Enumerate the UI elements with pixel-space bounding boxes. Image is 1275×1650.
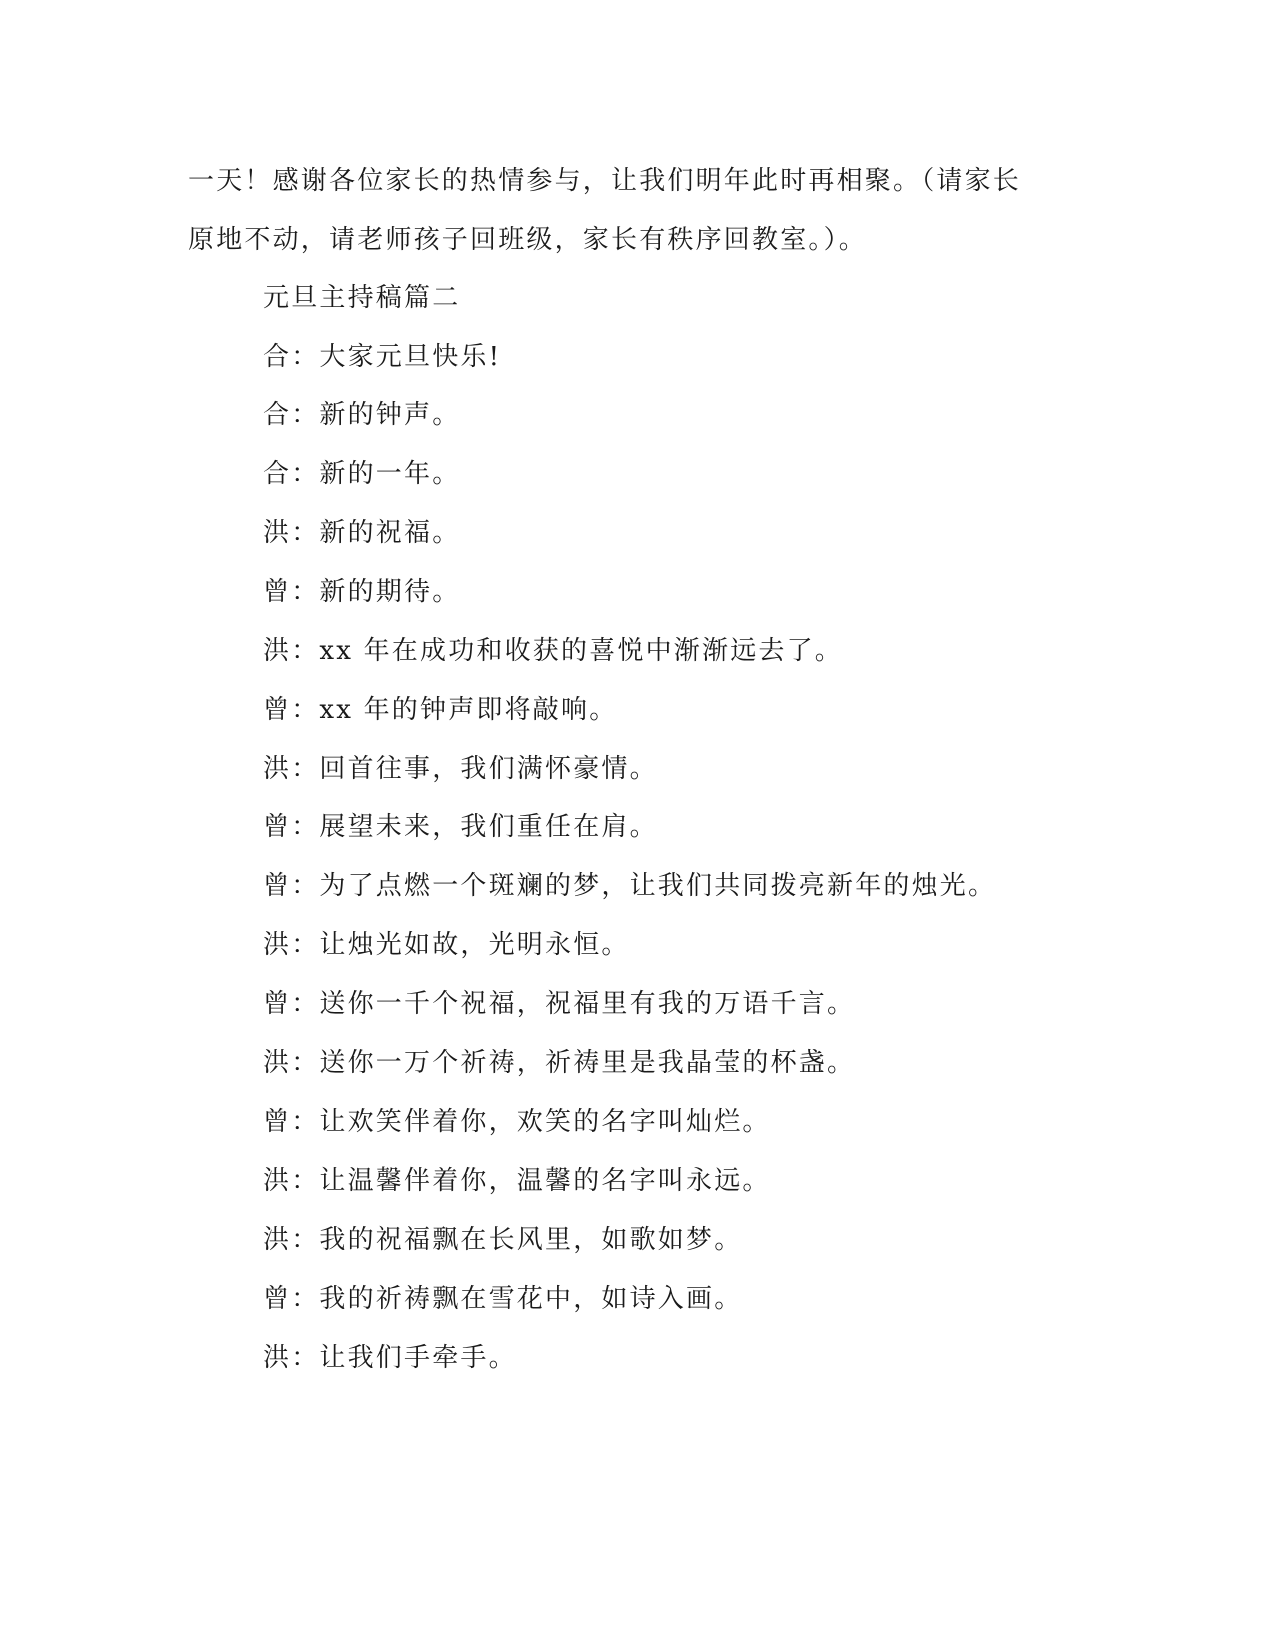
speaker-separator: ： bbox=[291, 695, 320, 725]
speaker-separator: ： bbox=[291, 518, 320, 548]
dialogue-line bbox=[263, 518, 1163, 548]
speaker-separator: ： bbox=[291, 871, 320, 901]
speaker-name: 洪 bbox=[263, 1225, 292, 1255]
dialogue-line bbox=[263, 1166, 1163, 1196]
dialogue-line bbox=[263, 695, 1163, 725]
speaker-name: 曾 bbox=[263, 1284, 292, 1314]
speaker-separator: ： bbox=[291, 754, 320, 784]
dialogue-line bbox=[263, 1048, 1163, 1078]
speaker-name: 洪 bbox=[263, 1048, 292, 1078]
speaker-name: 曾 bbox=[263, 1107, 292, 1137]
line-text: 为了点燃一个斑斓的梦，让我们共同拨亮新年的烛光。 bbox=[319, 871, 997, 901]
speaker-name: 曾 bbox=[263, 812, 292, 842]
dialogue-line bbox=[263, 459, 1163, 489]
speaker-separator: ： bbox=[291, 1343, 320, 1373]
dialogue-line bbox=[263, 1284, 1163, 1314]
speaker-name: 合 bbox=[263, 342, 292, 372]
continuation-line-1: 一天！感谢各位家长的热情参与，让我们明年此时再相聚。（请家长 bbox=[188, 166, 1022, 196]
line-text: 大家元旦快乐! bbox=[319, 342, 502, 372]
speaker-separator: ： bbox=[291, 1284, 320, 1314]
speaker-name: 曾 bbox=[263, 989, 292, 1019]
speaker-separator: ： bbox=[291, 459, 320, 489]
dialogue-line bbox=[263, 812, 1163, 842]
speaker-separator: ： bbox=[291, 1107, 320, 1137]
speaker-name: 合 bbox=[263, 459, 292, 489]
line-text: 让欢笑伴着你，欢笑的名字叫灿烂。 bbox=[319, 1107, 771, 1137]
speaker-separator: ： bbox=[291, 1166, 320, 1196]
line-text: 新的祝福。 bbox=[319, 518, 461, 548]
dialogue-line bbox=[263, 989, 1163, 1019]
speaker-name: 洪 bbox=[263, 1166, 292, 1196]
dialogue-line bbox=[263, 342, 1163, 372]
line-text: 送你一万个祈祷，祈祷里是我晶莹的杯盏。 bbox=[319, 1048, 856, 1078]
dialogue-line bbox=[263, 400, 1163, 430]
speaker-separator: ： bbox=[291, 989, 320, 1019]
dialogue-line bbox=[263, 636, 1163, 666]
speaker-name: 洪 bbox=[263, 930, 292, 960]
speaker-separator: ： bbox=[291, 400, 320, 430]
line-text: 新的钟声。 bbox=[319, 400, 461, 430]
speaker-separator: ： bbox=[291, 812, 320, 842]
speaker-name: 曾 bbox=[263, 695, 292, 725]
line-text: xx 年的钟声即将敲响。 bbox=[319, 695, 618, 725]
speaker-separator: ： bbox=[291, 342, 320, 372]
dialogue-line bbox=[263, 1107, 1163, 1137]
line-text: 新的期待。 bbox=[319, 577, 461, 607]
line-text: 让我们手牵手。 bbox=[319, 1343, 517, 1373]
line-text: 展望未来，我们重任在肩。 bbox=[319, 812, 658, 842]
speaker-separator: ： bbox=[291, 1048, 320, 1078]
speaker-separator: ： bbox=[291, 1225, 320, 1255]
speaker-separator: ： bbox=[291, 636, 320, 666]
dialogue-line bbox=[263, 871, 1163, 901]
speaker-separator: ： bbox=[291, 930, 320, 960]
speaker-name: 洪 bbox=[263, 1343, 292, 1373]
dialogue-line bbox=[263, 754, 1163, 784]
speaker-name: 曾 bbox=[263, 871, 292, 901]
dialogue-line bbox=[263, 1225, 1163, 1255]
line-text: 送你一千个祝福，祝福里有我的万语千言。 bbox=[319, 989, 856, 1019]
speaker-name: 洪 bbox=[263, 518, 292, 548]
line-text: 让烛光如故，光明永恒。 bbox=[319, 930, 630, 960]
section-title: 元旦主持稿篇二 bbox=[263, 283, 461, 313]
speaker-separator: ： bbox=[291, 577, 320, 607]
speaker-name: 洪 bbox=[263, 636, 292, 666]
dialogue-line bbox=[263, 1343, 1163, 1373]
line-text: 让温馨伴着你，温馨的名字叫永远。 bbox=[319, 1166, 771, 1196]
speaker-name: 洪 bbox=[263, 754, 292, 784]
speaker-name: 曾 bbox=[263, 577, 292, 607]
speaker-name: 合 bbox=[263, 400, 292, 430]
line-text: 我的祝福飘在长风里，如歌如梦。 bbox=[319, 1225, 743, 1255]
line-text: 我的祈祷飘在雪花中，如诗入画。 bbox=[319, 1284, 743, 1314]
dialogue-line bbox=[263, 930, 1163, 960]
line-text: 新的一年。 bbox=[319, 459, 461, 489]
line-text: 回首往事，我们满怀豪情。 bbox=[319, 754, 658, 784]
dialogue-line bbox=[263, 577, 1163, 607]
line-text: xx 年在成功和收获的喜悦中渐渐远去了。 bbox=[319, 636, 843, 666]
continuation-line-2: 原地不动，请老师孩子回班级，家长有秩序回教室。）。 bbox=[188, 225, 868, 255]
